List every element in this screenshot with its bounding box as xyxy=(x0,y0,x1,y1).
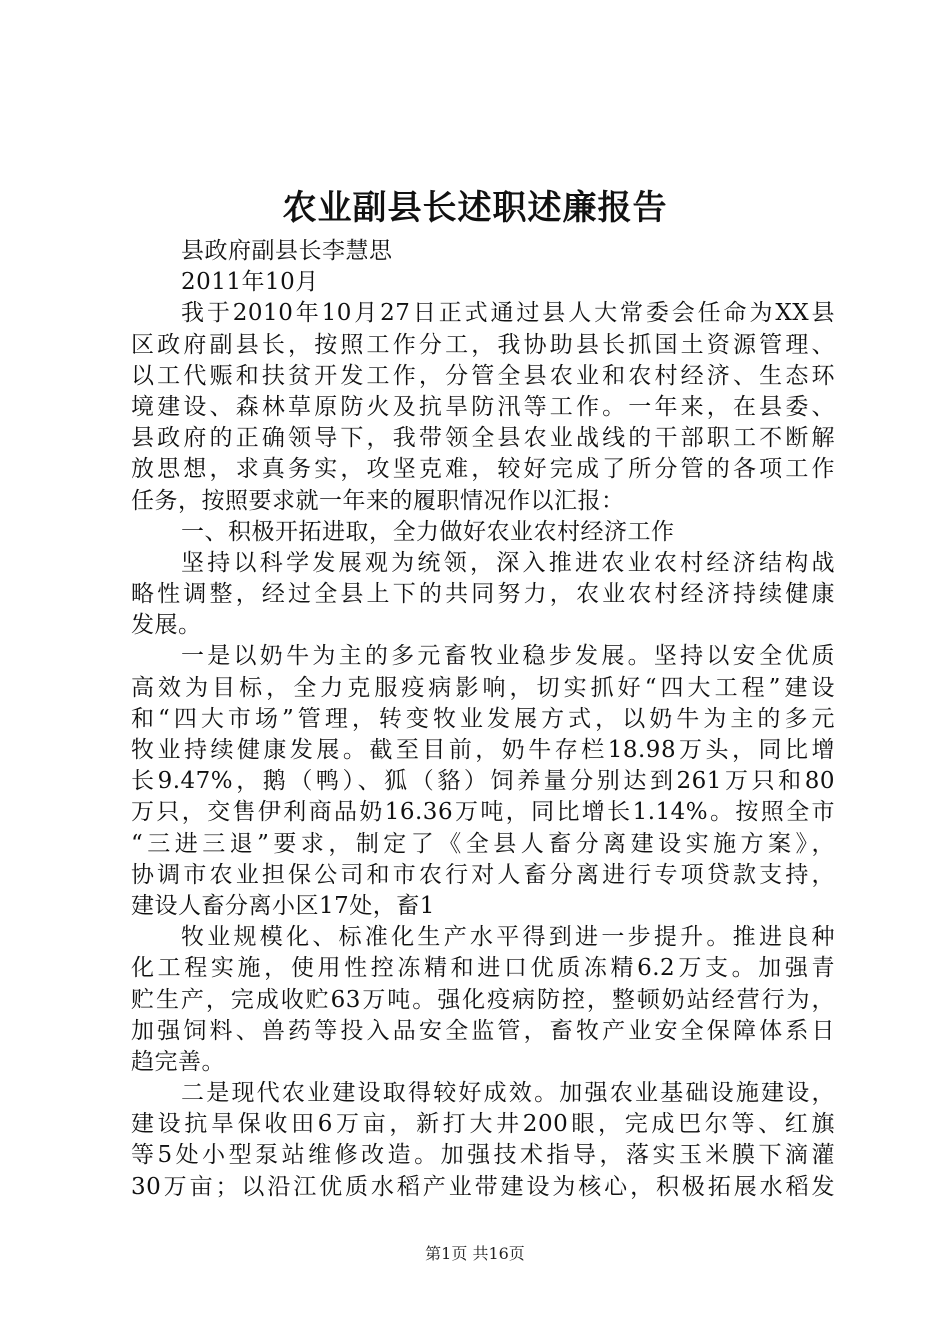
document-body xyxy=(131,236,835,1203)
body-text-line: 任务，按照要求就一年来的履职情况作以汇报： xyxy=(131,487,625,514)
body-text-line: 一、积极开拓进取，全力做好农业农村经济工作 xyxy=(181,518,675,545)
body-text-line: 我于2010年10月27日正式通过县人大常委会任命为XX县 xyxy=(181,300,835,327)
body-text-line: 区政府副县长，按照工作分工，我协助县长抓国土资源管理、 xyxy=(131,331,835,358)
page-footer: 第1页 共16页 xyxy=(425,1244,525,1263)
body-text-line: “三进三退”要求，制定了《全县人畜分离建设实施方案》， xyxy=(131,830,835,857)
body-text-line: 协调市农业担保公司和市农行对人畜分离进行专项贷款支持， xyxy=(131,861,835,888)
body-text-line: 和“四大市场”管理，转变牧业发展方式，以奶牛为主的多元 xyxy=(131,705,835,732)
body-text-line: 30万亩；以沿江优质水稻产业带建设为核心，积极拓展水稻发 xyxy=(131,1173,835,1200)
body-text-line: 坚持以科学发展观为统领，深入推进农业农村经济结构战 xyxy=(181,549,835,576)
body-text-line: 2011年10月 xyxy=(181,269,319,296)
body-text-line: 贮生产，完成收贮63万吨。强化疫病防控，整顿奶站经营行为， xyxy=(131,986,835,1013)
body-text-line: 化工程实施，使用性控冻精和进口优质冻精6.2万支。加强青 xyxy=(131,955,835,982)
body-text-line: 发展。 xyxy=(131,612,202,639)
body-text-line: 高效为目标，全力克服疫病影响，切实抓好“四大工程”建设 xyxy=(131,674,835,701)
document-title: 农业副县长述职述廉报告 xyxy=(282,188,668,228)
body-text-line: 万只，交售伊利商品奶16.36万吨，同比增长1.14%。按照全市 xyxy=(131,799,835,826)
body-text-line: 牧业持续健康发展。截至目前，奶牛存栏18.98万头，同比增 xyxy=(131,737,835,763)
body-text-line: 放思想，求真务实，攻坚克难，较好完成了所分管的各项工作 xyxy=(131,456,835,483)
body-text-line: 县政府的正确领导下，我带领全县农业战线的干部职工不断解 xyxy=(131,425,835,452)
body-text-line: 牧业规模化、标准化生产水平得到进一步提升。推进良种 xyxy=(181,924,835,951)
body-text-line: 县政府副县长李慧思 xyxy=(181,238,393,264)
body-text-line: 境建设、森林草原防火及抗旱防汛等工作。一年来，在县委、 xyxy=(131,393,835,420)
body-text-line: 加强饲料、兽药等投入品安全监管，畜牧产业安全保障体系日 xyxy=(131,1017,835,1044)
body-text-line: 二是现代农业建设取得较好成效。加强农业基础设施建设， xyxy=(181,1080,835,1107)
body-text-line: 略性调整，经过全县上下的共同努力，农业农村经济持续健康 xyxy=(131,581,835,608)
body-text-line: 一是以奶牛为主的多元畜牧业稳步发展。坚持以安全优质 xyxy=(181,643,835,670)
body-text-line: 等5处小型泵站维修改造。加强技术指导，落实玉米膜下滴灌 xyxy=(131,1142,835,1169)
body-text-line: 建设人畜分离小区17处，畜1 xyxy=(131,892,435,919)
body-text-line: 趋完善。 xyxy=(131,1048,225,1075)
body-text-line: 长9.47%，鹅（鸭）、狐（貉）饲养量分别达到261万只和80 xyxy=(131,768,835,795)
body-text-line: 以工代赈和扶贫开发工作，分管全县农业和农村经济、生态环 xyxy=(131,362,835,389)
body-text-line: 建设抗旱保收田6万亩，新打大井200眼，完成巴尔等、红旗 xyxy=(131,1111,835,1138)
